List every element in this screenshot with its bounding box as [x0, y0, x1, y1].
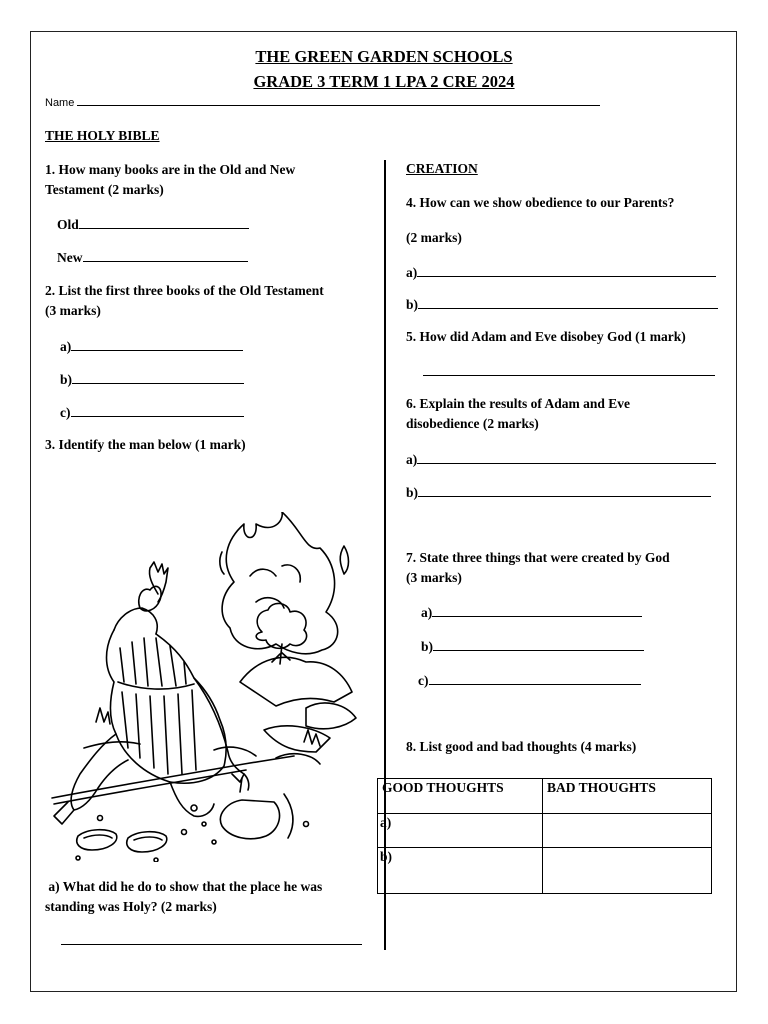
q6-a-row: [406, 449, 716, 470]
q1-old-row: [57, 214, 249, 235]
table-row: [378, 848, 712, 894]
q4-a-row: [406, 262, 716, 283]
section-creation: CREATION: [406, 161, 478, 176]
q6-b-answer[interactable]: [418, 482, 711, 497]
table-row: [378, 814, 712, 848]
table-cell-good-b[interactable]: b): [378, 848, 543, 894]
question-4-marks: (2 marks): [406, 230, 462, 245]
table-cell-good-a[interactable]: a): [378, 814, 543, 848]
question-2: [45, 281, 324, 321]
q5-answer-line[interactable]: [423, 375, 715, 376]
name-row: [45, 95, 600, 109]
q7-b-row: [421, 636, 644, 657]
table-header-row: [378, 779, 712, 814]
question-3a-line1: a) What did he do to show that the place he was: [45, 879, 323, 894]
question-6-line2: disobedience (2 marks): [406, 416, 539, 431]
q2-a-label: a): [60, 339, 72, 354]
q2-a-row: [60, 336, 243, 357]
question-1: [45, 160, 295, 200]
q2-c-label: c): [60, 405, 71, 420]
q3a-answer-line[interactable]: [61, 944, 362, 945]
q7-b-label: b): [421, 639, 434, 654]
q6-b-label: b): [406, 485, 419, 500]
thoughts-table: [377, 778, 712, 894]
q1-old-answer[interactable]: [79, 214, 249, 229]
question-8: 8. List good and bad thoughts (4 marks): [406, 739, 637, 754]
question-4: 4. How can we show obedience to our Parents?: [406, 195, 675, 210]
q4-b-answer[interactable]: [418, 294, 718, 309]
q2-b-label: b): [60, 372, 73, 387]
question-6-line1: 6. Explain the results of Adam and Eve: [406, 396, 631, 411]
q1-new-answer[interactable]: [83, 247, 248, 262]
q1-old-label: Old: [57, 217, 79, 232]
q7-c-answer[interactable]: [429, 670, 641, 685]
q2-b-row: [60, 369, 244, 390]
q2-c-row: [60, 402, 244, 423]
q7-b-answer[interactable]: [433, 636, 644, 651]
question-3a: [45, 877, 322, 917]
q4-b-row: [406, 294, 718, 315]
q7-a-label: a): [421, 605, 433, 620]
question-7-line2: (3 marks): [406, 570, 462, 585]
question-6: [406, 394, 630, 434]
header-good-thoughts: GOOD THOUGHTS: [378, 779, 543, 814]
table-cell-bad-b[interactable]: [543, 848, 712, 894]
q6-b-row: [406, 482, 711, 503]
question-3a-line2: standing was Holy? (2 marks): [45, 899, 217, 914]
question-1-line2: Testament (2 marks): [45, 182, 164, 197]
section-holy-bible: THE HOLY BIBLE: [45, 128, 160, 143]
q7-a-row: [421, 602, 642, 623]
q6-a-answer[interactable]: [417, 449, 716, 464]
q6-a-label: a): [406, 452, 418, 467]
q1-new-row: [57, 247, 248, 268]
burning-bush-illustration: [44, 512, 358, 862]
q4-a-label: a): [406, 265, 418, 280]
q2-a-answer[interactable]: [71, 336, 243, 351]
q7-c-row: [418, 670, 641, 691]
name-field[interactable]: [77, 95, 600, 106]
q2-c-answer[interactable]: [71, 402, 244, 417]
question-2-line2: (3 marks): [45, 303, 101, 318]
question-1-line1: 1. How many books are in the Old and New: [45, 162, 296, 177]
question-7: [406, 548, 670, 588]
q1-new-label: New: [57, 250, 83, 265]
q4-b-label: b): [406, 297, 419, 312]
q7-c-label: c): [418, 673, 429, 688]
q7-a-answer[interactable]: [432, 602, 642, 617]
q4-a-answer[interactable]: [417, 262, 716, 277]
school-title: THE GREEN GARDEN SCHOOLS: [255, 47, 513, 66]
question-5: 5. How did Adam and Eve disobey God (1 mark): [406, 329, 686, 344]
q2-b-answer[interactable]: [72, 369, 244, 384]
question-2-line1: 2. List the first three books of the Old Testament: [45, 283, 324, 298]
question-7-line1: 7. State three things that were created by God: [406, 550, 670, 565]
question-3: 3. Identify the man below (1 mark): [45, 437, 246, 452]
name-label: Name: [45, 97, 75, 109]
table-cell-bad-a[interactable]: [543, 814, 712, 848]
exam-title: GRADE 3 TERM 1 LPA 2 CRE 2024: [253, 72, 515, 91]
header-bad-thoughts: BAD THOUGHTS: [543, 779, 712, 814]
